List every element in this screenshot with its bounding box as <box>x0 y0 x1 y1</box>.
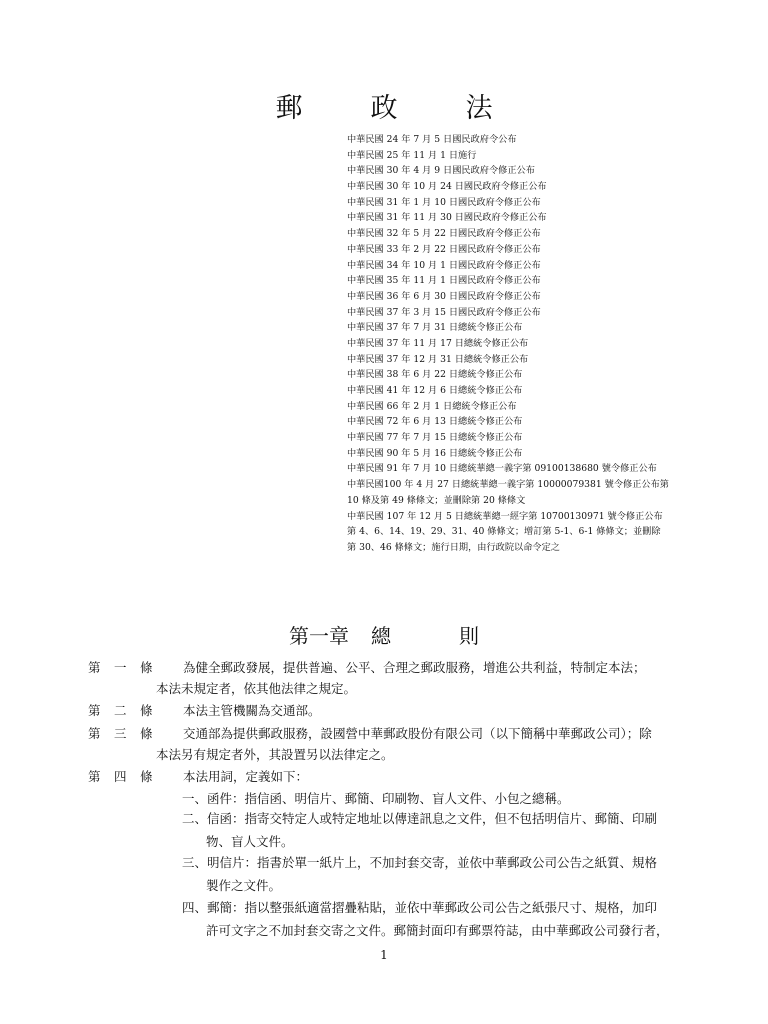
history-line: 中華民國 66 年 2 月 1 日總統令修正公布 <box>347 400 517 412</box>
chapter-title-char-2: 則 <box>459 624 479 648</box>
article-number-char: 條 <box>140 726 153 741</box>
history-line: 中華民國 77 年 7 月 15 日總統令修正公布 <box>347 432 523 444</box>
title-char-1: 郵 <box>275 93 303 124</box>
history-line: 第 4、6、14、19、29、31、40 條條文；增訂第 5-1、6-1 條條文；並刪除 <box>347 526 661 538</box>
article-text-cont: 本法另有規定者外，其設置另以法律定之。 <box>156 747 394 762</box>
definition-item <box>182 896 682 942</box>
history-line: 中華民國 90 年 5 月 16 日總統令修正公布 <box>347 447 523 459</box>
article-number-char: 條 <box>140 769 153 784</box>
article-text: 交通部為提供郵政服務，設國營中華郵政股份有限公司（以下簡稱中華郵政公司）；除 <box>183 726 652 741</box>
history-line: 中華民國 30 年 4 月 9 日國民政府令修正公布 <box>347 165 535 177</box>
definition-text: 二、信函：指寄交特定人或特定地址以傳達訊息之文件，但不包括明信片、郵簡、印刷 <box>182 811 658 826</box>
definition-item <box>182 851 682 897</box>
definition-text-cont: 物、盲人文件。 <box>206 834 294 849</box>
amendment-history <box>347 132 687 556</box>
definition-text-cont: 許可文字之不加封套交寄之文件。郵簡封面印有郵票符誌，由中華郵政公司發行者， <box>206 923 669 938</box>
article-number <box>88 723 168 744</box>
history-line: 中華民國100 年 4 月 27 日總統華總一義字第 10000079381 號令修正公布第 <box>347 479 669 491</box>
definition-text: 一、函件：指信函、明信片、郵簡、印刷物、盲人文件、小包之總稱。 <box>182 791 570 806</box>
article-number <box>88 700 168 721</box>
history-line: 中華民國 31 年 1 月 10 日國民政府令修正公布 <box>347 196 541 208</box>
article-4 <box>88 766 688 787</box>
page-number: 1 <box>380 948 388 962</box>
history-line: 中華民國 41 年 12 月 6 日總統令修正公布 <box>347 385 523 396</box>
article-number-char: 第 <box>88 703 101 718</box>
article-number-char: 條 <box>140 660 153 675</box>
chapter-title-char-1: 總 <box>371 624 391 648</box>
article-text: 本法主管機關為交通部。 <box>183 703 321 718</box>
article-number <box>88 766 168 787</box>
definition-text-cont: 製作之文件。 <box>206 878 282 893</box>
article-number-char: 第 <box>88 660 101 675</box>
article-text: 為健全郵政發展，提供普遍、公平、合理之郵政服務，增進公共利益，特制定本法； <box>183 660 646 675</box>
chapter-number: 第一章 <box>289 624 349 648</box>
history-line: 10 條及第 49 條條文；並刪除第 20 條條文 <box>347 494 526 506</box>
history-line: 中華民國 91 年 7 月 10 日總統華總一義字第 09100138680 號令修正公布 <box>347 463 657 475</box>
history-line: 中華民國 30 年 10 月 24 日國民政府令修正公布 <box>347 181 547 193</box>
article-number-char: 第 <box>88 726 101 741</box>
article-2 <box>88 700 688 721</box>
title-char-2: 政 <box>370 93 398 124</box>
history-line: 中華民國 36 年 6 月 30 日國民政府令修正公布 <box>347 290 541 302</box>
history-line: 第 30、46 條條文；施行日期，由行政院以命令定之 <box>347 541 560 553</box>
article-text-cont: 本法未規定者，依其他法律之規定。 <box>156 681 357 696</box>
article-number <box>88 657 168 678</box>
history-line: 中華民國 37 年 7 月 31 日總統令修正公布 <box>347 322 523 334</box>
article-text: 本法用詞，定義如下： <box>183 769 309 784</box>
history-line: 中華民國 37 年 3 月 15 日國民政府令修正公布 <box>347 306 541 318</box>
history-line: 中華民國 35 年 11 月 1 日國民政府令修正公布 <box>347 275 541 287</box>
article-number-char: 二 <box>114 703 127 718</box>
title-char-3: 法 <box>465 93 493 124</box>
article-number-char: 四 <box>114 769 127 784</box>
history-line: 中華民國 37 年 11 月 17 日總統令修正公布 <box>347 337 529 349</box>
definition-text: 三、明信片：指書於單一紙片上，不加封套交寄，並依中華郵政公司公告之紙質、規格 <box>182 855 658 870</box>
history-line: 中華民國 33 年 2 月 22 日國民政府令修正公布 <box>347 243 541 255</box>
article-number-char: 條 <box>140 703 153 718</box>
history-line: 中華民國 37 年 12 月 31 日總統令修正公布 <box>347 353 529 365</box>
chapter-heading <box>0 620 768 649</box>
definition-text: 四、郵簡：指以整張紙適當摺疊粘貼，並依中華郵政公司公告之紙張尺寸、規格，加印 <box>182 900 658 915</box>
history-line: 中華民國 24 年 7 月 5 日國民政府令公布 <box>347 134 517 145</box>
article-number-char: 第 <box>88 769 101 784</box>
article-1 <box>88 657 688 699</box>
history-line: 中華民國 34 年 10 月 1 日國民政府令修正公布 <box>347 259 541 271</box>
history-line: 中華民國 107 年 12 月 5 日總統華總一經字第 10700130971 號令修正公布 <box>347 510 663 522</box>
article-number-char: 一 <box>114 660 127 675</box>
history-line: 中華民國 32 年 5 月 22 日國民政府令修正公布 <box>347 228 541 240</box>
article-3 <box>88 723 688 765</box>
history-line: 中華民國 38 年 6 月 22 日總統令修正公布 <box>347 369 523 381</box>
article-number-char: 三 <box>114 726 127 741</box>
history-line: 中華民國 72 年 6 月 13 日總統令修正公布 <box>347 416 523 428</box>
document-title <box>0 86 768 125</box>
history-line: 中華民國 25 年 11 月 1 日施行 <box>347 149 477 161</box>
history-line: 中華民國 31 年 11 月 30 日國民政府令修正公布 <box>347 212 547 224</box>
definition-item <box>182 807 682 853</box>
